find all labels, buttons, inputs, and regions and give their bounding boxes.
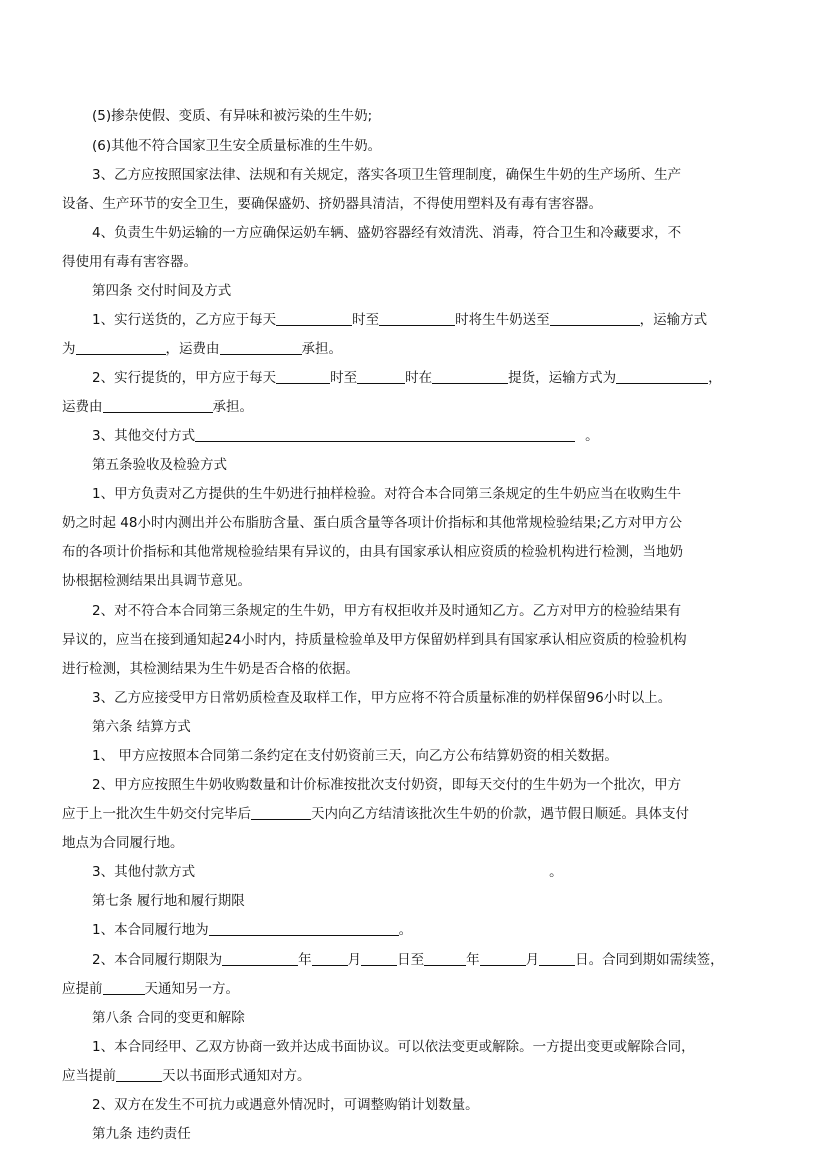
paragraph-line: 设备、生产环节的安全卫生，要确保盛奶、挤奶器具清洁，不得使用塑料及有毒有害容器。 — [62, 196, 602, 212]
payment-line: 应于上一批次生牛奶交付完毕后 天内向乙方结清该批次生牛奶的价款，遇节假日顺延。具体支付 — [62, 806, 689, 822]
blank-field[interactable] — [357, 369, 405, 384]
blank-field[interactable] — [76, 340, 166, 355]
paragraph-line: 进行检测，其检测结果为生牛奶是否合格的依据。 — [62, 661, 359, 677]
article-8-heading: 第八条 合同的变更和解除 — [92, 1010, 245, 1026]
blank-field[interactable] — [312, 951, 348, 966]
blank-field[interactable] — [539, 951, 575, 966]
article-4-heading: 第四条 交付时间及方式 — [92, 283, 232, 299]
paragraph-line: 1、 甲方应按照本合同第二条约定在支付奶资前三天，向乙方公布结算奶资的相关数据。 — [92, 748, 618, 764]
delivery-line: 为 ，运费由 承担。 — [62, 341, 342, 357]
blank-field[interactable] — [379, 311, 455, 326]
performance-place-line: 1、本合同履行地为 。 — [92, 922, 413, 938]
blank-field[interactable] — [424, 951, 466, 966]
article-6-heading: 第六条 结算方式 — [92, 719, 191, 735]
paragraph-line: 1、本合同经甲、乙双方协商一致并达成书面协议。可以依法变更或解除。一方提出变更或解除合同， — [92, 1039, 695, 1055]
paragraph-line: 得使用有毒有害容器。 — [62, 254, 197, 270]
blank-field[interactable] — [195, 427, 575, 442]
paragraph-line: 2、对不符合本合同第三条规定的生牛奶，甲方有权拒收并及时通知乙方。乙方对甲方的检验结果有 — [92, 603, 682, 619]
paragraph-line: 4、负责生牛奶运输的一方应确保运奶车辆、盛奶容器经有效清洗、消毒，符合卫生和冷藏要求，不 — [92, 225, 682, 241]
blank-field[interactable] — [616, 369, 708, 384]
other-payment-line: 3、其他付款方式 。 — [92, 864, 563, 880]
clause-item-6: (6)其他不符合国家卫生安全质量标准的生牛奶。 — [92, 138, 382, 154]
pickup-line: 运费由 承担。 — [62, 399, 253, 415]
blank-field[interactable] — [480, 951, 526, 966]
blank-field[interactable] — [276, 369, 330, 384]
blank-field[interactable] — [116, 1067, 162, 1082]
blank-field[interactable] — [432, 369, 508, 384]
blank-field[interactable] — [103, 398, 213, 413]
other-delivery-line: 3、其他交付方式 。 — [92, 428, 599, 444]
paragraph-line: 3、乙方应按照国家法律、法规和有关规定，落实各项卫生管理制度，确保生牛奶的生产场所、生产 — [92, 167, 682, 183]
paragraph-line: 奶之时起 48小时内测出并公布脂肪含量、蛋白质含量等各项计价指标和其他常规检验结果;乙方对甲方公 — [62, 515, 683, 531]
blank-field[interactable] — [220, 340, 302, 355]
blank-field[interactable] — [361, 951, 397, 966]
blank-field[interactable] — [222, 951, 298, 966]
notice-line: 应当提前 天以书面形式通知对方。 — [62, 1068, 311, 1084]
blank-field[interactable] — [251, 805, 311, 820]
paragraph-line: 3、乙方应接受甲方日常奶质检查及取样工作，甲方应将不符合质量标准的奶样保留96小时以上。 — [92, 690, 672, 706]
delivery-line: 1、实行送货的，乙方应于每天 时至 时将生牛奶送至 ，运输方式 — [92, 312, 708, 328]
renewal-line: 应提前 天通知另一方。 — [62, 981, 239, 997]
blank-field[interactable] — [550, 311, 640, 326]
pickup-line: 2、实行提货的，甲方应于每天 时至 时在 提货，运输方式为 ， — [92, 370, 722, 386]
article-7-heading: 第七条 履行地和履行期限 — [92, 893, 245, 909]
paragraph-line: 1、甲方负责对乙方提供的生牛奶进行抽样检验。对符合本合同第三条规定的生牛奶应当在收购生牛 — [92, 486, 682, 502]
performance-term-line: 2、本合同履行期限为 年 月 日至 年 月 日。合同到期如需续签， — [92, 952, 724, 968]
blank-field[interactable] — [276, 311, 352, 326]
article-5-heading: 第五条验收及检验方式 — [92, 457, 227, 473]
paragraph-line: 布的各项计价指标和其他常规检验结果有异议的，由具有国家承认相应资质的检验机构进行检测，当地奶 — [62, 544, 683, 560]
paragraph-line: 地点为合同履行地。 — [62, 835, 184, 851]
paragraph-line: 协根据检测结果出具调节意见。 — [62, 573, 251, 589]
paragraph-line: 2、甲方应按照生牛奶收购数量和计价标准按批次支付奶资，即每天交付的生牛奶为一个批次，甲方 — [92, 777, 682, 793]
article-9-heading: 第九条 违约责任 — [92, 1126, 191, 1142]
blank-field[interactable] — [209, 921, 399, 936]
paragraph-line: 异议的，应当在接到通知起24小时内，持质量检验单及甲方保留奶样到具有国家承认相应资质的检验机构 — [62, 632, 687, 648]
clause-item-5: (5)掺杂使假、变质、有异味和被污染的生牛奶; — [92, 108, 373, 124]
blank-field[interactable] — [103, 980, 145, 995]
paragraph-line: 2、双方在发生不可抗力或遇意外情况时，可调整购销计划数量。 — [92, 1097, 479, 1113]
